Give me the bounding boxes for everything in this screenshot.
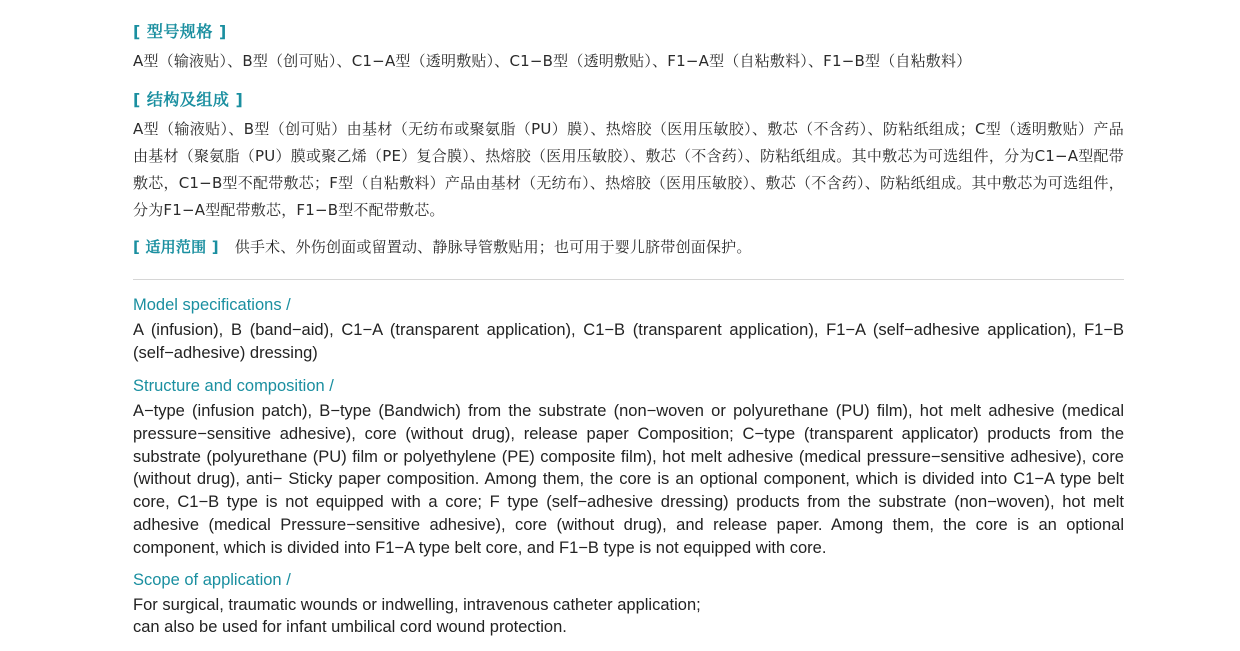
cn-scope-row xyxy=(133,234,1124,261)
section-divider xyxy=(133,279,1124,280)
en-scope-line-2: can also be used for infant umbilical cord wound protection. xyxy=(133,618,567,636)
en-structure-text: A−type (infusion patch), B−type (Bandwich) from the substrate (non−woven or polyurethane (PU) film), hot melt adhesive (medical pressure−sensitive adhesive), core (without drug), release paper Composition; C−type (transparent applicator) products from the substrate (polyurethane (PU) film or polyethylene (PE) composite film), hot melt adhesive (medical pressure−sensitive adhesive), core (without drug), anti− Sticky paper composition. Among them, the core is an optional component, which is divided into C1−A type belt core, C1−B type is not equipped with a core; F type (self−adhesive dressing) products from the substrate (non−woven), hot melt adhesive (medical Pressure−sensitive adhesive), core (without drug), and release paper. Among them, the core is an optional component, which is divided into F1−A type belt core, and F1−B type is not equipped with core. xyxy=(133,402,1124,557)
en-structure-heading: Structure and composition / xyxy=(133,377,334,395)
en-scope-heading: Scope of application / xyxy=(133,571,291,589)
en-scope-line-1: For surgical, traumatic wounds or indwelling, intravenous catheter application; xyxy=(133,596,701,614)
cn-model-text: A型（输液贴）、B型（创可贴）、C1−A型（透明敷贴）、C1−B型（透明敷贴）、F1−A型（自粘敷料）、F1−B型（自粘敷料） xyxy=(133,52,972,70)
en-model-heading: Model specifications / xyxy=(133,296,291,314)
en-model-text: A (infusion), B (band−aid), C1−A (transparent application), C1−B (transparent application), F1−A (self−adhesive application), F1−B (self−adhesive) dressing) xyxy=(133,321,1124,362)
cn-scope-heading: [ 适用范围 ] xyxy=(133,238,219,256)
cn-structure-text: A型（输液贴）、B型（创可贴）由基材（无纺布或聚氨脂（PU）膜）、热熔胶（医用压敏胶）、敷芯（不含药）、防粘纸组成；C型（透明敷贴）产品由基材（聚氨脂（PU）膜或聚乙烯（PE）复合膜）、热熔胶（医用压敏胶）、敷芯（不含药）、防粘纸组成。其中敷芯为可选组件，分为C1−A型配带敷芯，C1−B型不配带敷芯；F型（自粘敷料）产品由基材（无纺布）、热熔胶（医用压敏胶）、敷芯（不含药）、防粘纸组成。其中敷芯为可选组件，分为F1−A型配带敷芯，F1−B型不配带敷芯。 xyxy=(133,120,1124,219)
cn-scope-text: 供手术、外伤创面或留置动、静脉导管敷贴用；也可用于婴儿脐带创面保护。 xyxy=(234,238,752,256)
cn-model-heading: [ 型号规格 ] xyxy=(133,22,227,41)
cn-structure-heading: [ 结构及组成 ] xyxy=(133,90,244,109)
